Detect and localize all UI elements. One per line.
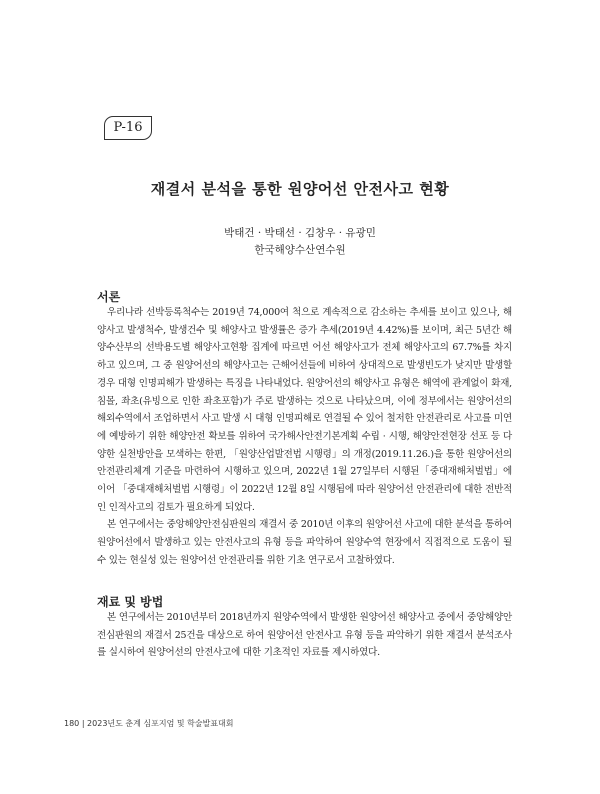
paragraph: 본 연구에서는 중앙해양안전심판원의 재결서 중 2010년 이후의 원양어선 사고에 대한 분석을 통하여 원양어선에서 발생하고 있는 안전사고의 유형 등을 파악하여 원양수역 현장에서 직접적으로 도움이 될 수 있는 현실성 있는 원양어선 안전관리를 위한 기초 연구로서 고찰하였다. [97,519,512,566]
paragraph: 본 연구에서는 2010년부터 2018년까지 원양수역에서 발생한 원양어선 해양사고 중에서 중앙해양안전심판원의 재결서 25건을 대상으로 하여 원양어선 안전사고 유형 등을 파악하기 위한 재결서 분석조사를 실시하여 원양어선의 안전사고에 대한 기초적인 자료를 제시하였다. [97,612,512,659]
page-footer: 180 | 2023년도 춘계 심포지엄 및 학술발표대회 [64,719,234,728]
section-body-methods [97,609,512,662]
paragraph: 우리나라 선박등록척수는 2019년 74,000여 척으로 계속적으로 감소하는 추세를 보이고 있으나, 해양사고 발생척수, 발생건수 및 해양사고 발생률은 증가 추세(2019년 4.42%)를 보이며, 최근 5년간 해양수산부의 선박용도별 해양사고현황 집계에 따르면 어선 해양사고가 전체 해양사고의 67.7%를 차지하고 있으며, 그 중 원양어선의 해양사고는 근해어선들에 비하여 상대적으로 발생빈도가 낮지만 발생할 경우 대형 인명피해가 발생하는 특징을 나타내었다. 원양어선의 해양사고 유형은 해역에 관계없이 화재, 침몰, 좌초(유빙으로 인한 좌초포함)가 주로 발생하는 것으로 나타났으며, 이에 정부에서는 원양어선의 해외수역에서 조업하면서 사고 발생 시 대형 인명피해로 연결될 수 있어 철저한 안전관리로 사고를 미연에 예방하기 위한 해양안전 확보를 위하여 국가해사안전기본계획 수립 · 시행, 해양안전현장 선포 등 다양한 실천방안을 모색하는 한편, 「원양산업발전법 시행령」의 개정(2019.11.26.)을 통한 원양어선의 안전관리체계 기준을 마련하여 시행하고 있으며, 2022년 1월 27일부터 시행된「중대재해처벌법」에 이어 「중대재해처벌법 시행령」이 2022년 12월 8일 시행됨에 따라 원양어선 안전관리에 대한 전반적인 인적사고의 검토가 필요하게 되었다. [97,307,512,513]
affiliation: 한국해양수산연수원 [254,244,346,256]
paper-title: 재결서 분석을 통한 원양어선 안전사고 현황 [150,180,450,198]
poster-number-badge: P-16 [104,116,152,140]
section-body-introduction [97,304,512,570]
section-heading-introduction: 서론 [97,290,121,304]
authors: 박태건 · 박태선 · 김창우 · 유광민 [224,227,376,239]
section-heading-methods: 재료 및 방법 [97,595,164,609]
